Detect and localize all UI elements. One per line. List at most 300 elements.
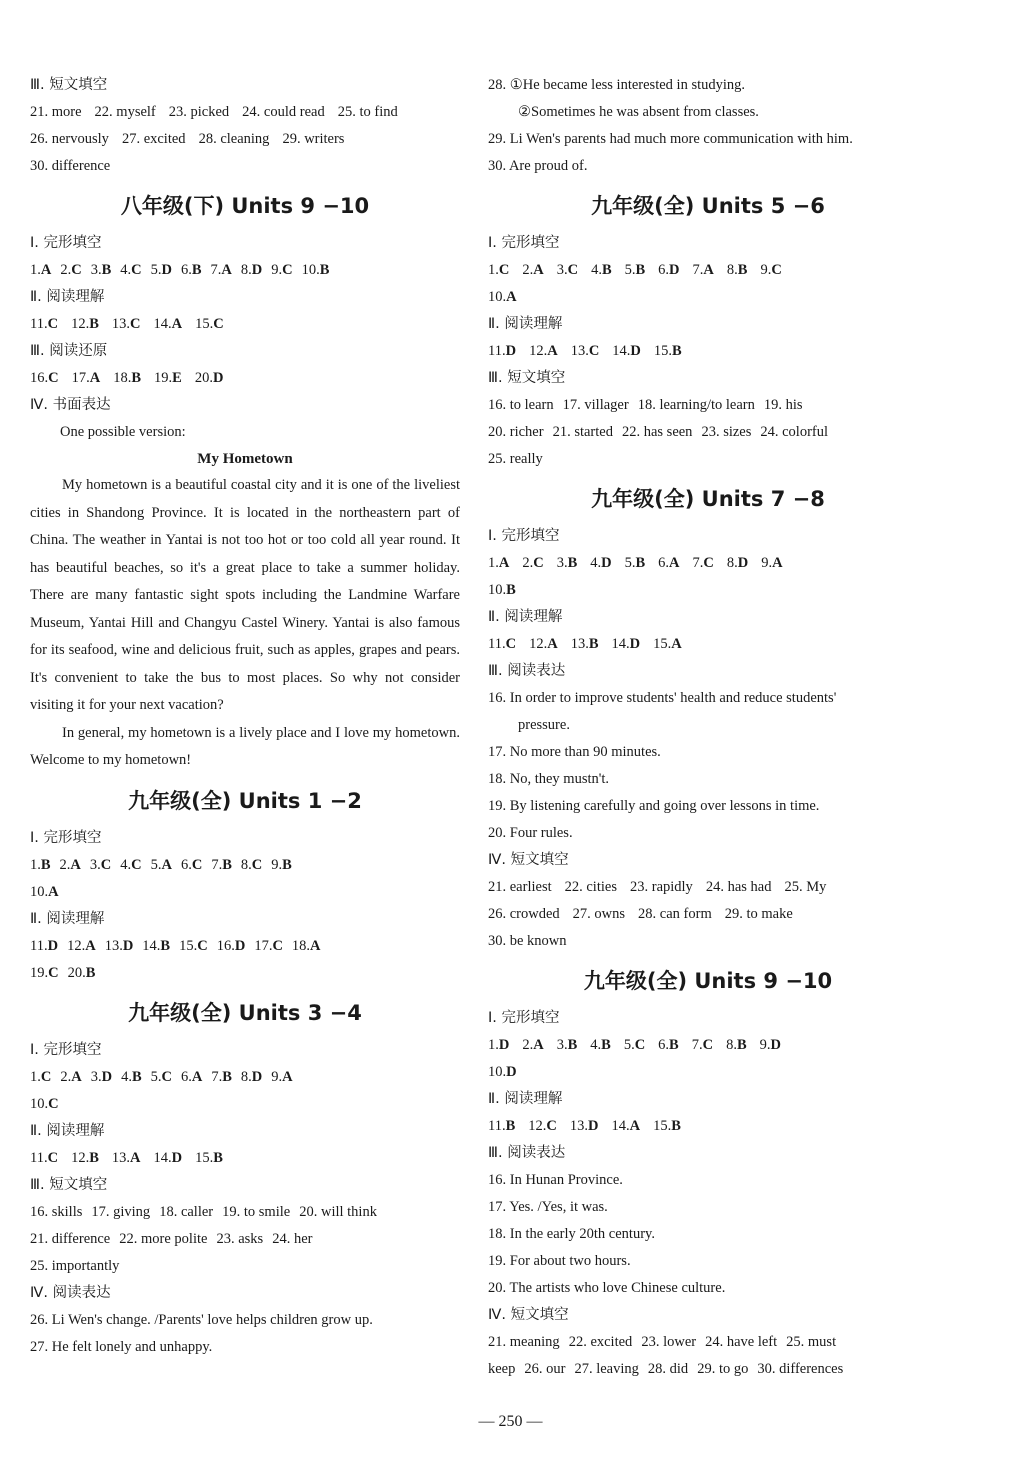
answer-item: 18. caller [159,1203,214,1220]
answer-letter: C [703,555,714,571]
answer-letter: C [634,1037,646,1053]
answer-item: 30. differences [757,1361,844,1377]
answer-letter: B [635,262,646,278]
answer-item: 2.A [60,1068,82,1085]
answer-line [30,960,460,987]
answer-item: 24. has had [705,879,772,895]
answer-text: 20. The artists who love Chinese culture. [488,1280,726,1296]
answer-item: 16. to learn [488,397,554,413]
answer-line [30,1226,460,1253]
answer-item: 17. villager [562,397,629,413]
answer-line [488,577,928,604]
answer-letter: B [89,1149,99,1166]
answer-item: 30. be known [488,933,567,949]
answer-text: 29. Li Wen's parents had much more communication with him. [488,131,853,147]
section-heading: Ⅰ. 完形填空 [488,528,560,544]
answer-item: 24. colorful [760,424,829,440]
answer-letter: A [40,262,52,278]
answer-letter: A [533,262,544,278]
answer-item: 11.C [488,636,517,652]
answer-item: 18.A [291,937,321,954]
answer-item: 15.B [653,343,682,359]
answer-item: 19.C [30,964,59,981]
answer-item: 25. to find [337,104,398,120]
answer-item: 24. could read [242,104,325,120]
answer-letter: D [498,1037,510,1053]
answer-text: 28. ①He became less interested in studying. [488,77,746,93]
answer-letter: C [100,856,112,873]
answer-letter: B [131,370,142,386]
answer-text: 17. Yes. /Yes, it was. [488,1199,608,1215]
answer-item: 13.B [570,636,599,652]
answer-item: 3.D [90,1068,113,1085]
answer-item: 17. giving [91,1203,151,1220]
answer-line [488,1032,928,1059]
section-heading: Ⅱ. 阅读理解 [488,316,563,332]
answer-letter: C [251,856,263,873]
answer-item: 2.A [522,262,544,278]
answer-item: 4.B [591,262,612,278]
answer-text: 30. Are proud of. [488,158,588,174]
answer-text: ②Sometimes he was absent from classes. [518,104,759,120]
answer-letter: B [160,937,171,954]
section-heading: Ⅰ. 完形填空 [30,1041,102,1058]
answer-letter: C [161,1068,172,1085]
answer-letter: B [601,1037,611,1053]
answer-letter: C [213,316,224,332]
answer-item: 5.A [150,856,172,873]
answer-letter: D [251,262,263,278]
answer-item: 20.B [67,964,96,981]
answer-letter: D [601,555,612,571]
answer-letter: B [671,1118,681,1134]
answer-letter: C [131,856,142,873]
answer-line [488,631,928,658]
section-heading: Ⅳ. 短文填空 [488,852,569,868]
answer-item: 8.D [240,1068,263,1085]
answer-letter: A [703,262,714,278]
answer-item: 15.B [653,1118,681,1134]
answer-item: 27. leaving [574,1361,639,1377]
answer-item: 1.A [488,555,510,571]
answer-letter: A [533,1037,544,1053]
page-number: — 250 — [478,1413,543,1430]
answer-text: 18. In the early 20th century. [488,1226,655,1242]
answer-line [30,852,460,879]
answer-item: 8.D [240,262,263,278]
answer-letter: D [629,636,641,652]
answer-item: 12.A [529,343,558,359]
answer-item: 22. myself [94,104,156,120]
answer-text: 16. In order to improve students' health and reduce students' [488,690,837,706]
answer-line [488,1329,928,1356]
answer-item: 12.A [529,636,558,652]
answer-letter: A [671,636,682,652]
answer-item: 27. excited [121,131,186,147]
answer-item: 12.B [71,1149,99,1166]
answer-item: 2.A [59,856,81,873]
answer-letter: B [85,964,96,981]
answer-item: 25. must [786,1334,837,1350]
answer-line [30,879,460,906]
answer-item: 21. earliest [488,879,552,895]
answer-item: 1.B [30,856,51,873]
answer-letter: B [282,856,292,873]
answer-item: 4.C [120,856,142,873]
answer-letter: C [47,316,59,332]
section-heading: Ⅰ. 完形填空 [488,1010,560,1026]
answer-line [488,1113,928,1140]
answer-letter: A [498,555,510,571]
answer-item: 22. cities [564,879,617,895]
answer-letter: C [771,262,782,278]
answer-letter: D [669,262,680,278]
answer-letter: D [161,262,172,278]
section-heading: Ⅲ. 阅读表达 [488,663,566,679]
answer-line [30,365,460,392]
answer-text: 16. In Hunan Province. [488,1172,623,1188]
answer-item: 2.C [522,555,544,571]
answer-item: 8.B [726,1037,747,1053]
answer-item: 2.A [522,1037,544,1053]
answer-line [30,153,460,180]
answer-letter: D [630,343,641,359]
section-heading: Ⅱ. 阅读理解 [488,1091,563,1107]
answer-letter: D [122,937,134,954]
essay-paragraph: In general, my hometown is a lively place and I love my hometown. Welcome to my hometown! [30,724,460,768]
answer-item: 11.D [30,937,59,954]
answer-letter: A [547,636,558,652]
answer-item: 8.B [726,262,748,278]
answer-item: 12.A [67,937,96,954]
answer-item: 23. asks [216,1230,264,1247]
section-heading: Ⅱ. 阅读理解 [30,1122,105,1139]
section-heading: Ⅱ. 阅读理解 [30,910,105,927]
answer-line [30,311,460,338]
answer-item: 21. meaning [488,1334,560,1350]
answer-letter: B [222,1068,232,1085]
answer-item: 28. did [647,1361,689,1377]
answer-item: 22. has seen [621,424,693,440]
answer-item: 6.B [180,262,202,278]
answer-item: 15.B [195,1149,223,1166]
section-heading: Ⅳ. 阅读表达 [30,1284,111,1301]
answer-item: 19. to smile [222,1203,291,1220]
answer-text: 26. Li Wen's change. /Parents' love helps children grow up. [30,1311,373,1328]
answer-line [30,1091,460,1118]
answer-letter: B [101,262,112,278]
answer-letter: C [197,937,208,954]
answer-letter: A [221,262,232,278]
left-column [30,72,460,1361]
answer-letter: C [546,1118,557,1134]
answer-item: 1.C [30,1068,52,1085]
answer-item: 10.A [488,289,517,305]
answer-item: 18.B [113,370,142,386]
answer-item: 13.C [111,316,141,332]
answer-item: keep [488,1361,516,1377]
answer-letter: A [85,937,96,954]
answer-text: 19. For about two hours. [488,1253,631,1269]
answer-item: 15.C [195,316,224,332]
answer-letter: C [191,856,203,873]
answer-letter: D [588,1118,599,1134]
answer-letter: B [89,316,99,332]
unit-title: 九年级(全) Units 5 −6 [591,194,825,218]
answer-item: 21. more [30,104,82,120]
answer-item: 10.C [30,1095,59,1112]
answer-item: 28. cleaning [198,131,270,147]
answer-item: 18. learning/to learn [637,397,755,413]
answer-letter: D [234,937,246,954]
answer-item: 2.C [60,262,82,278]
answer-item: 3.B [556,555,578,571]
answer-item: 27. owns [572,906,626,922]
answer-item: 25. really [488,451,543,467]
answer-letter: B [601,262,612,278]
answer-line [30,126,460,153]
answer-item: 12.B [71,316,99,332]
section-heading: Ⅲ. 阅读还原 [30,343,108,359]
answer-letter: C [282,262,293,278]
answer-letter: B [588,636,599,652]
answer-item: 23. sizes [701,424,752,440]
section-heading: Ⅲ. 阅读表达 [488,1145,566,1161]
answer-item: 11.C [30,1149,59,1166]
answer-item: 25. My [784,879,827,895]
answer-line [488,419,928,446]
answer-item: 10.A [30,883,59,900]
answer-letter: C [130,316,141,332]
answer-item: 16. skills [30,1203,83,1220]
answer-line [30,1064,460,1091]
answer-letter: D [737,555,749,571]
answer-letter: B [319,262,330,278]
answer-item: 15.C [179,937,208,954]
answer-item: 11.D [488,343,517,359]
section-heading: Ⅳ. 书面表达 [30,397,111,413]
answer-letter: C [505,636,517,652]
answer-item: 10.D [488,1064,517,1080]
right-column [488,72,928,1383]
answer-letter: D [251,1068,263,1085]
answer-item: 6.A [180,1068,203,1085]
answer-item: 3.B [556,1037,578,1053]
answer-line [30,99,460,126]
answer-item: 4.B [590,1037,611,1053]
answer-letter: D [505,343,517,359]
answer-line [488,550,928,577]
answer-item: 6.D [658,262,680,278]
answer-letter: E [172,370,182,386]
unit-title: 九年级(全) Units 9 −10 [583,969,833,993]
answer-item: 4.C [120,262,142,278]
answer-item: 14.A [153,316,183,332]
answer-letter: A [191,1068,203,1085]
answer-line [488,1356,928,1383]
answer-item: 9.A [271,1068,293,1085]
answer-item: 25. importantly [30,1257,120,1274]
answer-item: 17.C [254,937,283,954]
answer-item: 8.C [240,856,263,873]
answer-letter: C [48,370,59,386]
answer-line [488,284,928,311]
answer-item: 3.C [556,262,579,278]
answer-letter: A [772,555,783,571]
unit-title: 九年级(全) Units 1 −2 [128,788,362,813]
section-heading: Ⅰ. 完形填空 [30,829,102,846]
answer-letter: B [737,262,748,278]
answer-item: 13.A [111,1149,141,1166]
answer-item: 11.C [30,316,59,332]
answer-letter: A [89,370,101,386]
answer-item: 20.D [194,370,224,386]
answer-letter: B [672,343,682,359]
answer-item: 29. to make [724,906,793,922]
essay-title: My Hometown [197,451,293,467]
answer-item: 23. lower [641,1334,697,1350]
answer-letter: C [272,937,283,954]
answer-line [488,392,928,419]
answer-letter: A [310,937,321,954]
answer-letter: B [213,1149,223,1166]
section-heading: Ⅱ. 阅读理解 [488,609,563,625]
answer-item: 9.A [761,555,783,571]
answer-letter: B [669,1037,679,1053]
answer-line [30,1253,460,1280]
essay-paragraph: My hometown is a beautiful coastal city and it is one of the liveliest cities in Shandong Province. It is located in the northeastern part of China. The weather in Yantai is not too hot or too cold all year round. It has beautiful beaches, so it's a great place to take a summer holiday. There are many fantastic sight spots including the Landmine Warfare Museum, Yantai Hill and Changyu Castel Winery. Yantai is also famous for its seafood, wine and delicious fruit, such as apples, grapes and pears. It's convenient to take the bus to most places. So why not consider visiting it for your next vacation? [30,477,460,713]
answer-letter: C [47,1149,59,1166]
answer-letter: A [48,883,59,900]
answer-letter: C [131,262,142,278]
answer-item: 28. can form [638,906,712,922]
section-heading: Ⅰ. 完形填空 [30,235,102,251]
answer-item: 4.D [590,555,612,571]
answer-letter: B [222,856,232,873]
answer-item: 11.B [488,1118,516,1134]
answer-item: 14.D [153,1149,183,1166]
answer-item: 13.D [104,937,134,954]
answer-letter: C [702,1037,714,1053]
answer-item: 14.B [142,937,171,954]
answer-letter: A [669,555,680,571]
answer-item: 19.E [154,370,182,386]
answer-item: 16.C [30,370,59,386]
answer-item: 5.C [623,1037,646,1053]
answer-item: 7.B [211,1068,232,1085]
answer-item: 14.D [611,636,641,652]
answer-letter: A [130,1149,141,1166]
answer-letter: D [101,1068,113,1085]
answer-text: 20. Four rules. [488,825,573,841]
answer-item: 30. difference [30,158,111,174]
essay-intro: One possible version: [60,424,186,440]
answer-item: 6.C [180,856,203,873]
unit-title: 九年级(全) Units 7 −8 [591,487,825,511]
answer-line [30,933,460,960]
answer-item: 7.B [211,856,232,873]
answer-letter: D [47,937,59,954]
answer-item: 21. difference [30,1230,111,1247]
answer-line [488,446,928,473]
section-heading: Ⅲ. 短文填空 [30,77,108,93]
answer-line [488,257,928,284]
answer-item: 9.B [271,856,292,873]
answer-letter: A [70,856,81,873]
answer-item: 19. his [763,397,803,413]
answer-item: 24. have left [705,1334,778,1350]
answer-item: 20. richer [488,424,544,440]
answer-item: 22. excited [568,1334,633,1350]
answer-item: 26. nervously [30,131,109,147]
answer-item: 26. crowded [488,906,560,922]
answer-text: 27. He felt lonely and unhappy. [30,1338,213,1355]
answer-letter: A [506,289,517,305]
answer-text: 17. No more than 90 minutes. [488,744,661,760]
answer-letter: C [567,262,579,278]
answer-item: 7.A [210,262,232,278]
unit-title: 九年级(全) Units 3 −4 [128,1000,362,1025]
answer-item: 9.D [759,1037,781,1053]
answer-text: 18. No, they mustn't. [488,771,610,787]
answer-item: 4.B [121,1068,142,1085]
answer-item: 9.C [271,262,293,278]
answer-item: 1.D [488,1037,510,1053]
section-heading: Ⅲ. 短文填空 [488,370,566,386]
answer-item: 14.D [612,343,641,359]
answer-line [488,1059,928,1086]
answer-item: 10.B [301,262,330,278]
answer-letter: C [48,1095,59,1112]
answer-letter: B [131,1068,142,1085]
answer-item: 21. started [552,424,613,440]
answer-letter: C [71,262,82,278]
answer-item: 5.D [150,262,172,278]
answer-letter: B [505,1118,516,1134]
answer-item: 23. picked [168,104,230,120]
answer-letter: D [171,1149,183,1166]
answer-letter: A [282,1068,293,1085]
answer-item: 14.A [611,1118,641,1134]
answer-line [488,928,928,955]
answer-line [488,901,928,928]
answer-item: 7.C [692,555,714,571]
answer-letter: B [506,582,516,598]
answer-letter: B [567,555,578,571]
answer-letter: B [567,1037,578,1053]
answer-letter: D [212,370,224,386]
answer-item: 24. her [272,1230,313,1247]
answer-line [30,257,460,284]
answer-item: 9.C [760,262,782,278]
section-heading: Ⅳ. 短文填空 [488,1307,569,1323]
answer-line [488,338,928,365]
unit-title: 八年级(下) Units 9 −10 [120,194,370,218]
answer-text: 19. By listening carefully and going over lessons in time. [488,798,820,814]
answer-item: 12.C [528,1118,557,1134]
answer-text: pressure. [518,717,570,733]
answer-item: 6.B [658,1037,679,1053]
answer-letter: A [71,1068,82,1085]
answer-item: 22. more polite [119,1230,208,1247]
answer-letter: C [533,555,544,571]
answer-letter: D [506,1064,517,1080]
answer-item: 3.B [90,262,112,278]
answer-item: 7.C [691,1037,714,1053]
answer-item: 10.B [488,582,516,598]
answer-item: 17.A [71,370,101,386]
section-heading: Ⅱ. 阅读理解 [30,289,105,305]
